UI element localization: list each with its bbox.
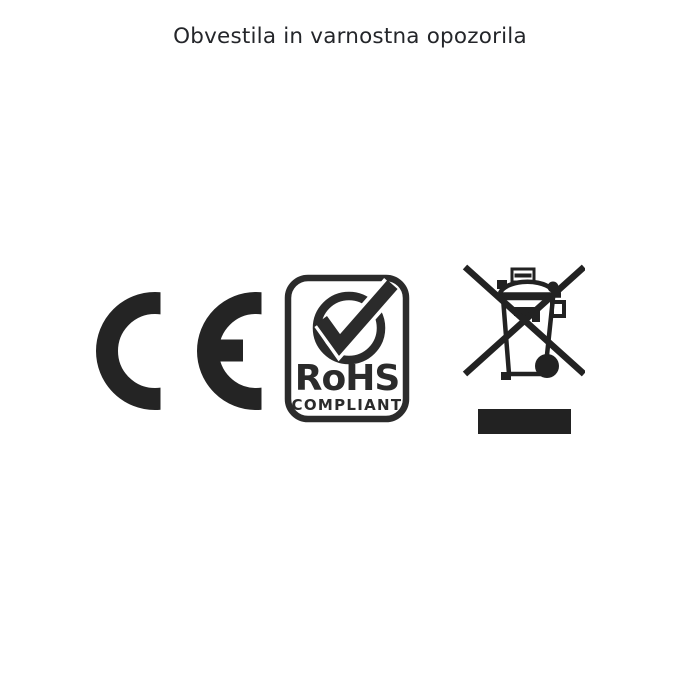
rohs-badge [284, 274, 411, 424]
ce-mark-icon [96, 292, 262, 410]
rohs-label: RoHS [294, 358, 400, 399]
ce-letter-c [107, 303, 203, 399]
rohs-compliant-label: COMPLIANT [291, 396, 403, 414]
page-title: Obvestila in varnostna opozorila [173, 24, 527, 49]
weee-black-bar [478, 409, 571, 434]
crossed-out-bin-icon [455, 258, 585, 438]
ce-letter-e [208, 303, 262, 399]
